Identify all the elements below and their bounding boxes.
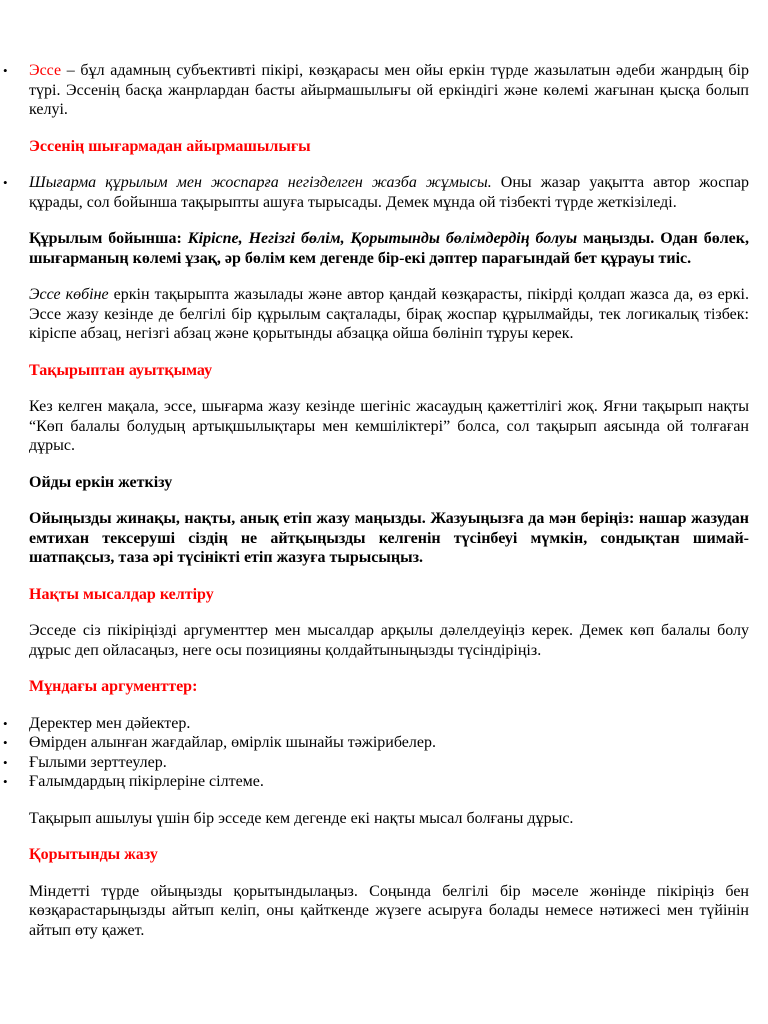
essay-paragraph [29, 285, 749, 344]
structure-paragraph [29, 229, 749, 268]
heading-difference: Эссенің шығармадан айырмашылығы [29, 137, 311, 155]
arguments-note: Тақырып ашылуы үшін бір эсседе кем дегенде екі нақты мысал болғаны дұрыс. [29, 809, 574, 827]
arguments-list [29, 714, 749, 792]
heading-examples: Нақты мысалдар келтіру [29, 585, 214, 603]
essay-term: Эссе [29, 62, 62, 79]
heading-free: Ойды еркін жеткізу [29, 473, 173, 491]
structure-text: маңызды. Одан бөлек, шығарманың көлемі ұзақ, әр бөлім кем дегенде бір-екі дәптер парағындай бет құрауы тиіс. [29, 230, 749, 267]
essay-definition: – бұл адамның субъективті пікірі, көзқарасы мен ойы еркін түрде жазылатын әдеби жанрдың бір түрі. Эссенің басқа жанрлардан басты айырмашылығы ой еркіндігі және көлемі жағынан қысқа болып келуі. [29, 62, 749, 118]
composition-list [29, 173, 749, 212]
composition-term: Шығарма құрылым мен жоспарға негізделген жазба жұмысы. [29, 174, 492, 191]
essay-lead: Эссе көбіне [29, 286, 109, 303]
structure-lead: Құрылым бойынша: [29, 230, 188, 247]
intro-list [29, 61, 749, 120]
list-item: • Ғылыми зерттеулер. [29, 753, 749, 773]
list-item: • Ғалымдардың пікірлеріне сілтеме. [29, 772, 749, 792]
conclusion-paragraph: Міндетті түрде ойыңызды қорытындылаңыз. Соңында белгілі бір мәселе жөнінде пікіріңіз бен көзқарастарыңызды айтып келіп, оны қайткенде жүзеге асыруға болады немесе нәтижесі мен түйінін айтып өту қажет. [29, 882, 749, 939]
list-item: • Деректер мен дәйектер. [29, 714, 749, 734]
topic-paragraph: Кез келген мақала, эссе, шығарма жазу кезінде шегініс жасаудың қажеттілігі жоқ. Яғни тақырып нақты “Көп балалы болудың артықшылықтары мен кемшіліктері” болса, сол тақырып аясында ой толғаған дұрыс. [29, 398, 749, 454]
free-paragraph: Ойыңызды жинақы, нақты, анық етіп жазу маңызды. Жазуыңызға да мән беріңіз: нашар жазудан емтихан тексеруші сіздің не айтқыңызды келгенін түсінбеуі мүмкін, сондықтан шимай-шатпақсыз, таза әрі түсінікті етіп жазуға тырысыңыз. [29, 510, 749, 566]
structure-parts: Кіріспе, Негізгі бөлім, Қорытынды бөлімдердің болуы [187, 230, 578, 247]
list-item: • Өмірден алынған жағдайлар, өмірлік шынайы тәжірибелер. [29, 733, 749, 753]
examples-paragraph: Эсседе сіз пікіріңізді аргументтер мен мысалдар арқылы дәлелдеуіңіз керек. Демек көп балалы болу дұрыс деп ойласаңыз, неге осы позицияны қолдайтыныңызды түсіндіріңіз. [29, 622, 749, 659]
heading-conclusion: Қорытынды жазу [29, 846, 158, 863]
heading-arguments: Мұндағы аргументтер: [29, 678, 198, 695]
document-body [29, 61, 749, 940]
list-item [29, 173, 749, 212]
composition-text: Оны жазар уақытта автор жоспар құрады, сол бойынша тақырыпты ашуға тырысады. Демек мұнда ой тізбекті түрде жеткізіледі. [29, 174, 750, 211]
heading-topic: Тақырыптан ауытқымау [29, 361, 213, 379]
list-item [29, 61, 749, 120]
essay-text: еркін тақырыпта жазылады және автор қандай көзқарасты, пікірді қолдап жазса да, өз еркі. Эссе жазу кезінде де белгілі бір құрылым сақталады, бірақ жоспар құрылмайды, тек логикалық тізбек: кіріспе абзац, негізгі абзац және қорытынды абзацқа ойша бөлініп тұруы керек. [29, 286, 750, 342]
